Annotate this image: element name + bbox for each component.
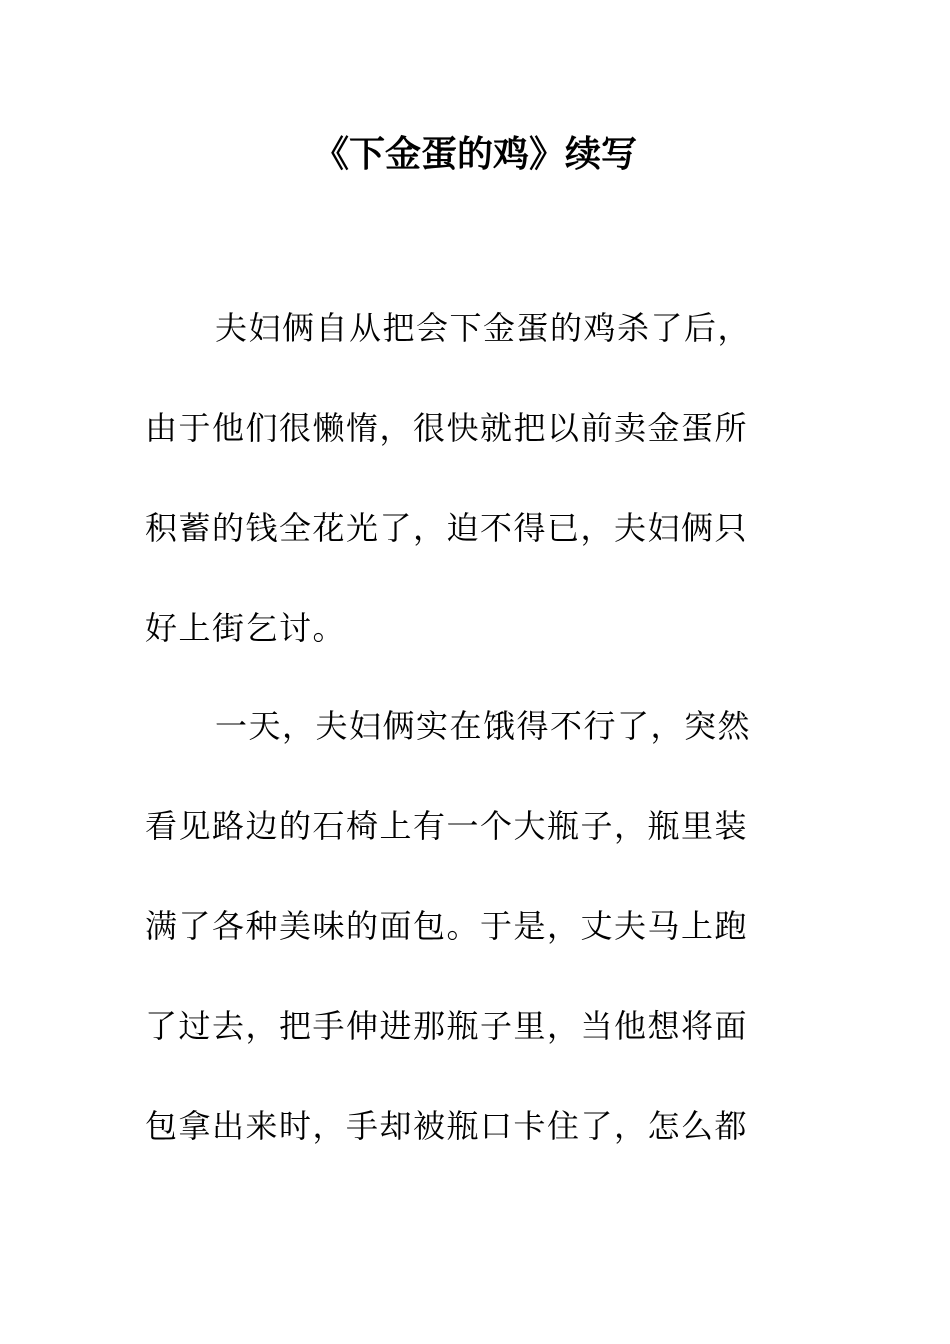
paragraph-1-line-1: 夫妇俩自从把会下金蛋的鸡杀了后， — [215, 309, 752, 347]
paragraph-2-line-5: 包拿出来时，手却被瓶口卡住了，怎么都 — [145, 1107, 749, 1145]
paragraph-2-line-4: 了过去，把手伸进那瓶子里，当他想将面 — [145, 1007, 749, 1045]
paragraph-1-line-3: 积蓄的钱全花光了，迫不得已，夫妇俩只 — [145, 509, 749, 547]
paragraph-2-line-1: 一天，夫妇俩实在饿得不行了，突然 — [215, 707, 752, 745]
paragraph-2-line-3: 满了各种美味的面包。于是，丈夫马上跑 — [145, 907, 749, 945]
paragraph-1-line-2: 由于他们很懒惰，很快就把以前卖金蛋所 — [145, 409, 749, 447]
paragraph-1-line-4: 好上街乞讨。 — [145, 609, 347, 647]
document-title: 《下金蛋的鸡》续写 — [312, 133, 637, 175]
paragraph-2-line-2: 看见路边的石椅上有一个大瓶子，瓶里装 — [145, 807, 749, 845]
